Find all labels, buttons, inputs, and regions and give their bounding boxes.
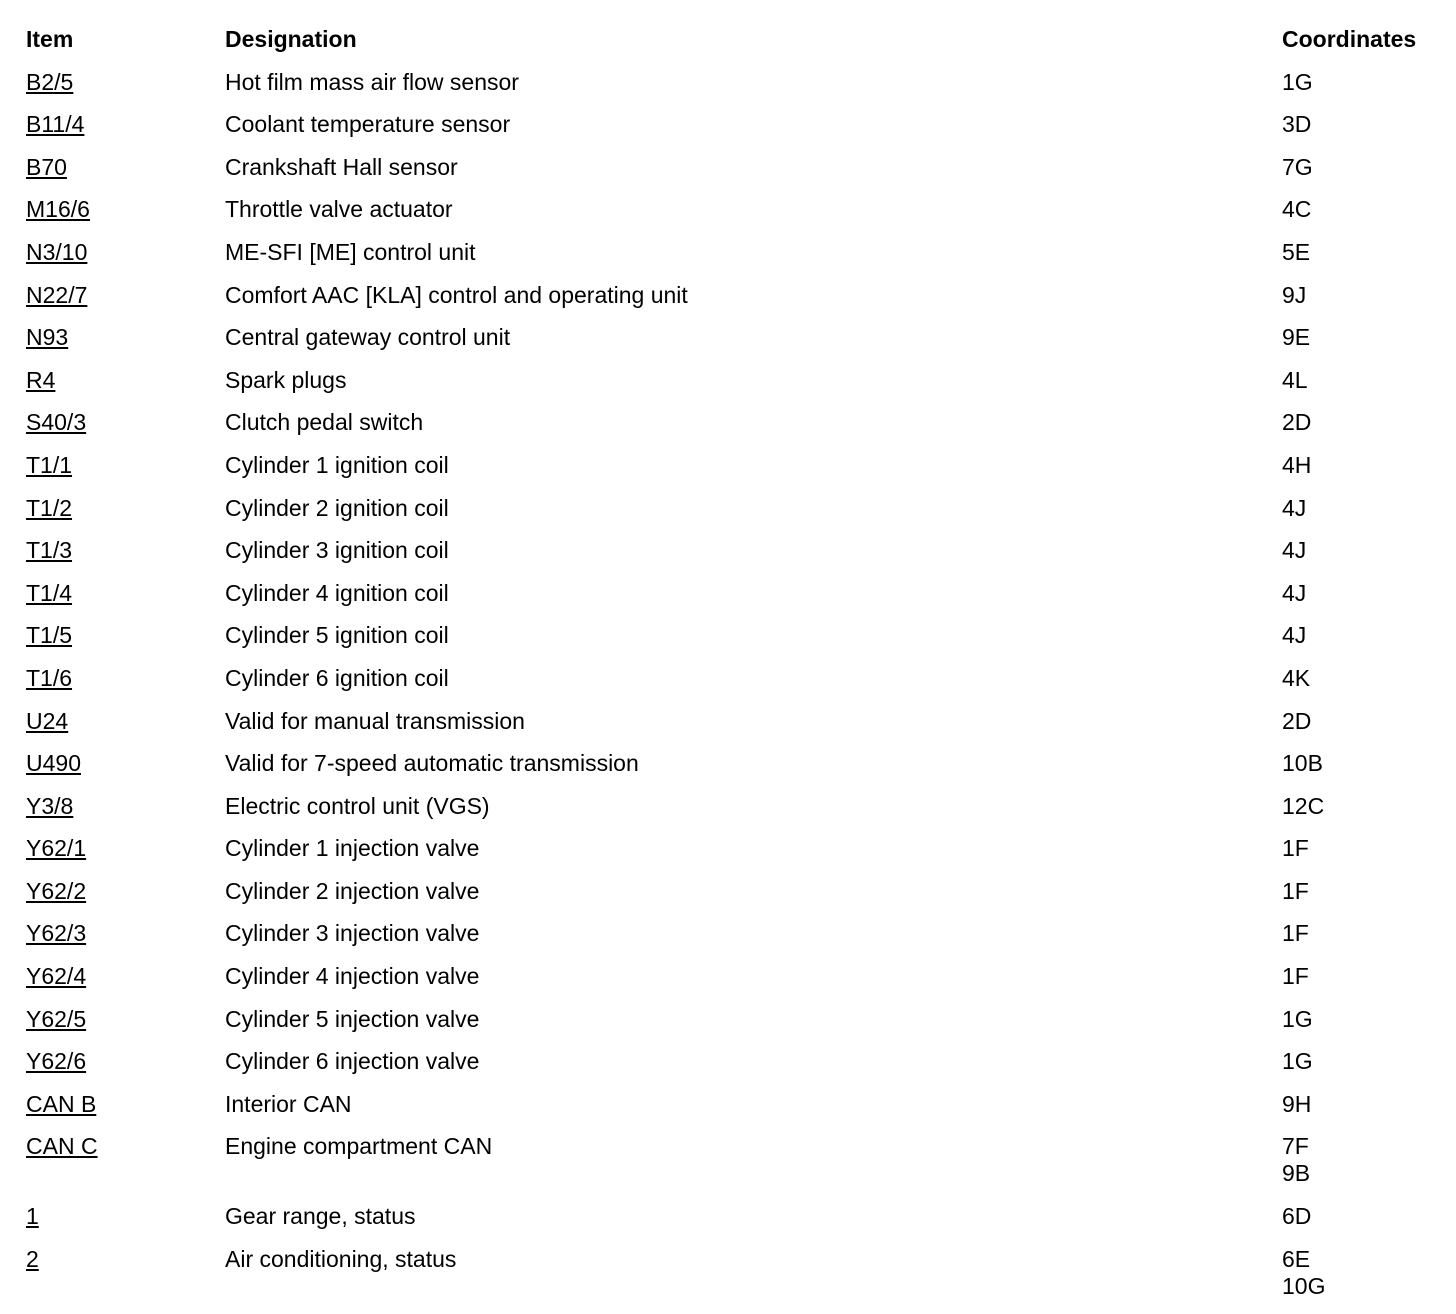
item-link[interactable]: N93: [26, 324, 69, 351]
header-coordinates: Coordinates: [1282, 26, 1417, 52]
designation-cell: Cylinder 6 ignition coil: [225, 664, 449, 691]
coordinate-value: 5E: [1282, 238, 1311, 265]
coordinate-value: 4J: [1282, 622, 1307, 649]
coordinate-value: 12C: [1282, 792, 1325, 819]
coordinate-value: 10G: [1282, 1273, 1326, 1300]
table-row: [0, 852, 1456, 904]
coordinate-value: 4J: [1282, 579, 1307, 606]
coordinate-value: 4J: [1282, 537, 1307, 564]
coordinate-value: 1F: [1282, 920, 1309, 947]
designation-cell: Cylinder 4 injection valve: [225, 963, 480, 990]
coordinates-cell: [1282, 1246, 1325, 1300]
coordinate-value: 1F: [1282, 963, 1309, 990]
coordinate-value: 4C: [1282, 196, 1312, 223]
designation-cell: Cylinder 2 ignition coil: [225, 494, 449, 521]
coordinate-value: 10B: [1282, 750, 1323, 777]
item-link[interactable]: B11/4: [26, 111, 85, 138]
coordinate-value: 9J: [1282, 281, 1307, 308]
table-row: [0, 1065, 1456, 1117]
table-row: [0, 1022, 1456, 1075]
item-link[interactable]: T1/6: [26, 664, 73, 691]
designation-cell: Cylinder 1 ignition coil: [225, 451, 449, 478]
designation-cell: Coolant temperature sensor: [225, 111, 511, 138]
item-cell: [26, 1133, 98, 1160]
table-row: [0, 639, 1456, 691]
designation-cell: Valid for manual transmission: [225, 707, 525, 734]
item-link[interactable]: Y3/8: [26, 792, 74, 819]
designation-cell: Air conditioning, status: [225, 1246, 457, 1273]
item-link[interactable]: T1/1: [26, 451, 73, 478]
item-link[interactable]: Y62/2: [26, 877, 87, 904]
item-link[interactable]: CAN B: [26, 1090, 97, 1117]
designation-cell: ME-SFI [ME] control unit: [225, 238, 476, 265]
table-row: [0, 85, 1456, 138]
table-row: [0, 341, 1456, 393]
header-item: Item: [26, 26, 74, 52]
item-link[interactable]: U490: [26, 750, 81, 777]
table-row: [0, 1107, 1456, 1187]
table-row: [0, 469, 1456, 521]
coordinate-value: 4L: [1282, 366, 1308, 393]
coordinate-value: 2D: [1282, 707, 1312, 734]
coordinate-value: 1F: [1282, 877, 1309, 904]
table-row: [0, 767, 1456, 819]
designation-cell: Crankshaft Hall sensor: [225, 153, 458, 180]
designation-cell: Gear range, status: [225, 1203, 416, 1230]
designation-cell: Engine compartment CAN: [225, 1133, 493, 1160]
table-row: [0, 170, 1456, 223]
table-row: [0, 511, 1456, 564]
table-row: [0, 937, 1456, 990]
item-link[interactable]: B70: [26, 153, 67, 180]
designation-cell: Cylinder 3 ignition coil: [225, 537, 449, 564]
designation-cell: Throttle valve actuator: [225, 196, 453, 223]
table-row: [0, 980, 1456, 1032]
coordinate-value: 4H: [1282, 451, 1312, 478]
designation-cell: Central gateway control unit: [225, 324, 511, 351]
coordinate-value: 6D: [1282, 1203, 1312, 1230]
table-row: [0, 256, 1456, 308]
designation-cell: Cylinder 3 injection valve: [225, 920, 480, 947]
table-row: [0, 426, 1456, 478]
designation-cell: Cylinder 5 ignition coil: [225, 622, 449, 649]
item-cell: [26, 1246, 39, 1273]
table-row: [0, 554, 1456, 606]
item-link[interactable]: Y62/5: [26, 1005, 87, 1032]
coordinate-value: 9H: [1282, 1090, 1312, 1117]
table-row: [0, 894, 1456, 947]
designation-cell: Cylinder 2 injection valve: [225, 877, 480, 904]
designation-cell: Cylinder 6 injection valve: [225, 1048, 480, 1075]
table-row: [0, 682, 1456, 734]
coordinate-value: 1G: [1282, 1048, 1313, 1075]
table-row: [0, 1220, 1456, 1300]
designation-cell: Valid for 7-speed automatic transmission: [225, 750, 639, 777]
item-link[interactable]: T1/2: [26, 494, 73, 521]
designation-cell: Spark plugs: [225, 366, 347, 393]
item-link[interactable]: Y62/1: [26, 835, 87, 862]
item-link[interactable]: N3/10: [26, 238, 88, 265]
designation-cell: Comfort AAC [KLA] control and operating unit: [225, 281, 688, 308]
designation-cell: Cylinder 1 injection valve: [225, 835, 480, 862]
coordinate-value: 2D: [1282, 409, 1312, 436]
coordinate-value: 4J: [1282, 494, 1307, 521]
table-row: [0, 43, 1456, 95]
coordinate-value: 4K: [1282, 664, 1311, 691]
item-link[interactable]: Y62/3: [26, 920, 87, 947]
coordinate-value: 1G: [1282, 68, 1313, 95]
table-row: [0, 128, 1456, 180]
item-link[interactable]: T1/3: [26, 537, 73, 564]
legend-header-row: [0, 0, 1456, 52]
coordinate-value: 7F: [1282, 1133, 1309, 1160]
item-link[interactable]: T1/5: [26, 622, 73, 649]
item-link[interactable]: 2: [26, 1246, 39, 1273]
designation-cell: Interior CAN: [225, 1090, 352, 1117]
legend-rows: [0, 43, 1456, 1300]
table-row: [0, 383, 1456, 436]
table-row: [0, 724, 1456, 777]
designation-cell: Hot film mass air flow sensor: [225, 68, 519, 95]
designation-cell: Cylinder 5 injection valve: [225, 1005, 480, 1032]
item-link[interactable]: 1: [26, 1203, 39, 1230]
item-link[interactable]: U24: [26, 707, 69, 734]
header-designation: Designation: [225, 26, 357, 52]
table-row: [0, 809, 1456, 862]
coordinate-value: 9B: [1282, 1160, 1311, 1187]
coordinate-value: 6E: [1282, 1246, 1311, 1273]
table-row: [0, 213, 1456, 265]
designation-cell: Clutch pedal switch: [225, 409, 424, 436]
designation-cell: Cylinder 4 ignition coil: [225, 579, 449, 606]
item-link[interactable]: T1/4: [26, 579, 73, 606]
item-link[interactable]: S40/3: [26, 409, 87, 436]
item-link[interactable]: Y62/6: [26, 1048, 87, 1075]
table-row: [0, 596, 1456, 649]
item-link[interactable]: M16/6: [26, 196, 90, 223]
coordinate-value: 9E: [1282, 324, 1311, 351]
item-link[interactable]: Y62/4: [26, 963, 87, 990]
item-link[interactable]: CAN C: [26, 1133, 98, 1160]
table-row: [0, 298, 1456, 351]
item-link[interactable]: R4: [26, 366, 56, 393]
coordinate-value: 1G: [1282, 1005, 1313, 1032]
designation-cell: Electric control unit (VGS): [225, 792, 490, 819]
coordinate-value: 1F: [1282, 835, 1309, 862]
coordinate-value: 7G: [1282, 153, 1313, 180]
table-row: [0, 1177, 1456, 1230]
item-link[interactable]: B2/5: [26, 68, 74, 95]
item-link[interactable]: N22/7: [26, 281, 88, 308]
coordinate-value: 3D: [1282, 111, 1312, 138]
